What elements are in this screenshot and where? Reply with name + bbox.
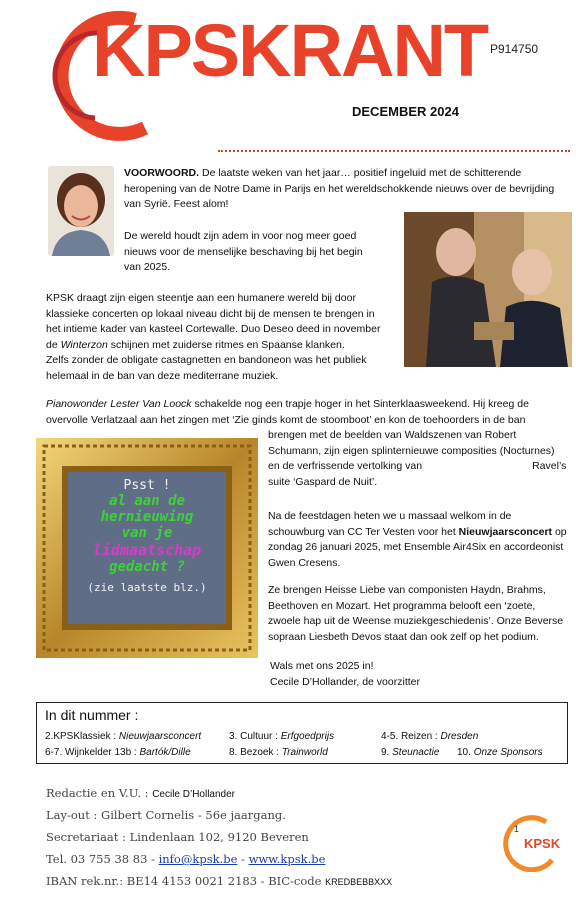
footer-bank: IBAN rek.nr.: BE14 4153 0021 2183 - BIC-code KREDBEBBXXX [46,874,393,888]
contents-item[interactable]: 8. Bezoek : Trainworld [229,747,328,758]
contents-box [36,702,568,764]
newspaper-title: KPSKRANT [92,9,488,92]
issue-date: DECEMBER 2024 [352,104,459,119]
email-link[interactable]: info@kpsk.be [158,852,238,866]
pianist-paragraph-bottom: brengen met de beelden van Waldszenen van Robert Schumann, zijn eigen splinternieuwe composities (Nocturnes) en de verfrissende vertolking van Ravel’s suite ‘Gaspard de Nuit’. [268,429,567,488]
contents-item[interactable]: 4-5. Reizen : Dresden [381,731,479,742]
contents-item[interactable]: 9. Steunactie [381,747,440,758]
header-divider [218,150,570,152]
footer-contact: Tel. 03 755 38 83 - info@kpsk.be - www.kpsk.be [46,852,326,866]
new-year-concert-paragraph: Na de feestdagen heten we u massaal welkom in de schouwburg van CC Ter Vesten voor het Nieuwjaarsconcert op zondag 26 januari 2025, met Ensemble Air4Six en accordeonist Gwen Cresens. [268,510,567,569]
contents-item[interactable]: 3. Cultuur : Erfgoedprijs [229,731,335,742]
footer-logo-text: KPSK [524,836,561,851]
contents-item[interactable]: 6-7. Wijnkelder 13b : Bartók/Dille [45,747,191,758]
page-number: 1 [514,824,520,834]
world-paragraph: De wereld houdt zijn adem in voor nog meer goed nieuws voor de menselijke beschaving bij het begin van 2025. [124,230,363,273]
footer-layout: Lay-out : Gilbert Cornelis - 56e jaargang. [46,808,286,822]
contents-title: In dit nummer : [45,707,139,723]
concert-photo [404,212,572,367]
footer-logo [500,814,561,872]
footer-secretariat: Secretariaat : Lindenlaan 102, 9120 Beveren [46,830,309,844]
footer-editor: Redactie en V.U. : Cecile D’Hollander [46,786,235,800]
author-portrait [48,166,114,256]
program-paragraph: Ze brengen Heisse Liebe van componisten Haydn, Brahms, Beethoven en Mozart. Het programma belooft een ‘zoete, zwoele hap uit de Weense muziekgeschiedenis’. Onze Beverse sopraan Liesbeth Devos staat dan ook zelf op het podium. [268,584,564,643]
contents-item[interactable]: 2.KPSKlassiek : Nieuwjaarsconcert [45,731,202,742]
foreword-paragraph: VOORWOORD. De laatste weken van het jaar… positief ingeluid met de schitterende heropening van de Notre Dame in Parijs en het wereldschokkende nieuws over de bevrijding van Syrië. Feest alom! [124,167,555,210]
signature-block: Wals met ons 2025 in! Cecile D’Hollander, de voorzitter [270,660,420,688]
edition-code: P914750 [490,42,539,56]
pianist-paragraph-top: Pianowonder Lester Van Loock schakelde nog een trapje hoger in het Sinterklaasweekend. Hij kreeg de overvolle Verlatzaal aan het zingen met ‘Zie ginds komt de stoomboot’ en kon de toehoorders in de ban [46,398,529,426]
membership-notice-frame [36,438,258,658]
notice-text: Psst ! al aan de hernieuwing van je lidmaatschap gedacht ? (zie laatste blz.) [87,478,207,594]
kpsk-paragraph: KPSK draagt zijn eigen steentje aan een humanere wereld bij door klassieke concerten op lokaal niveau dicht bij de mensen te brengen in het intieme kader van kasteel Cortewalle. Duo Deseo deed in november de Winterzon schijnen met zuiderse ritmes en Spaanse klanken. Zelfs zonder de obligate castagnetten en bandoneon was het publiek helemaal in de ban van deze mediterrane muziek. [46,292,381,382]
contents-item[interactable]: 10. Onze Sponsors [457,747,543,758]
website-link[interactable]: www.kpsk.be [248,852,326,866]
